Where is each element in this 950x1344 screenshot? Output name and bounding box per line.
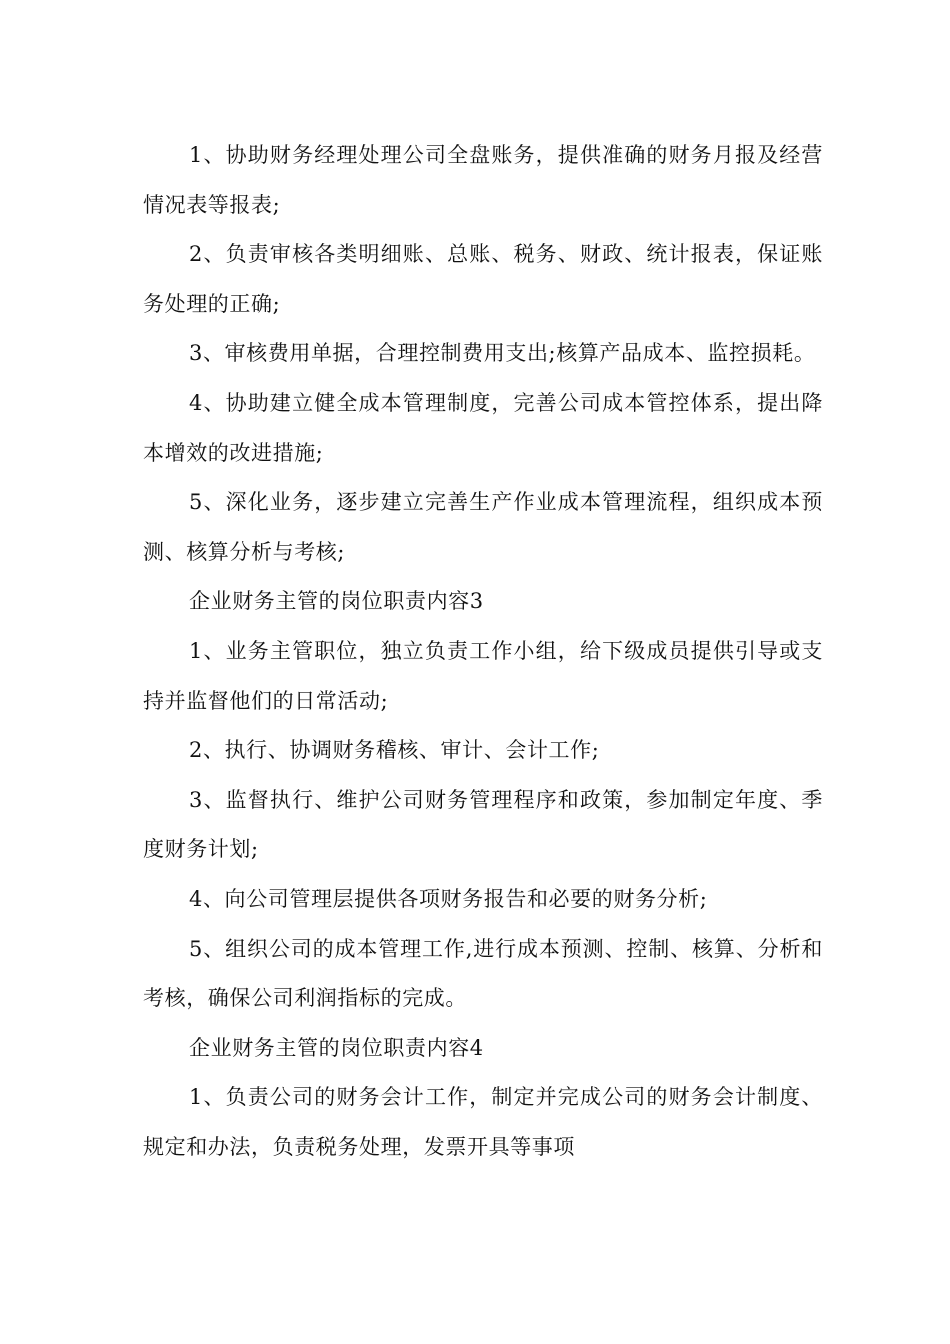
paragraph-section3-duty-5: 5、组织公司的成本管理工作,进行成本预测、控制、核算、分析和考核，确保公司利润指标的完成。 [143, 936, 823, 1011]
section-heading-4: 企业财务主管的岗位职责内容4 [189, 1035, 484, 1060]
paragraph-section3-duty-4: 4、向公司管理层提供各项财务报告和必要的财务分析; [189, 886, 708, 911]
paragraph-section3-duty-1: 1、业务主管职位，独立负责工作小组，给下级成员提供引导或支持并监督他们的日常活动; [143, 638, 823, 713]
paragraph-section4-duty-1: 1、负责公司的财务会计工作，制定并完成公司的财务会计制度、规定和办法，负责税务处理，发票开具等事项 [143, 1085, 823, 1159]
document-body [143, 131, 823, 1172]
section-heading-3: 企业财务主管的岗位职责内容3 [189, 589, 484, 614]
paragraph-duty-1: 1、协助财务经理处理公司全盘账务，提供准确的财务月报及经营情况表等报表; [143, 143, 823, 217]
paragraph-duty-5: 5、深化业务，逐步建立完善生产作业成本管理流程，组织成本预测、核算分析与考核; [143, 490, 823, 564]
paragraph-section3-duty-2: 2、执行、协调财务稽核、审计、会计工作; [189, 738, 600, 763]
paragraph-duty-4: 4、协助建立健全成本管理制度，完善公司成本管控体系，提出降本增效的改进措施; [143, 390, 823, 465]
paragraph-duty-2: 2、负责审核各类明细账、总账、税务、财政、统计报表，保证账务处理的正确; [143, 242, 823, 316]
paragraph-duty-3: 3、审核费用单据，合理控制费用支出;核算产品成本、监控损耗。 [189, 341, 816, 366]
paragraph-section3-duty-3: 3、监督执行、维护公司财务管理程序和政策，参加制定年度、季度财务计划; [143, 787, 823, 862]
